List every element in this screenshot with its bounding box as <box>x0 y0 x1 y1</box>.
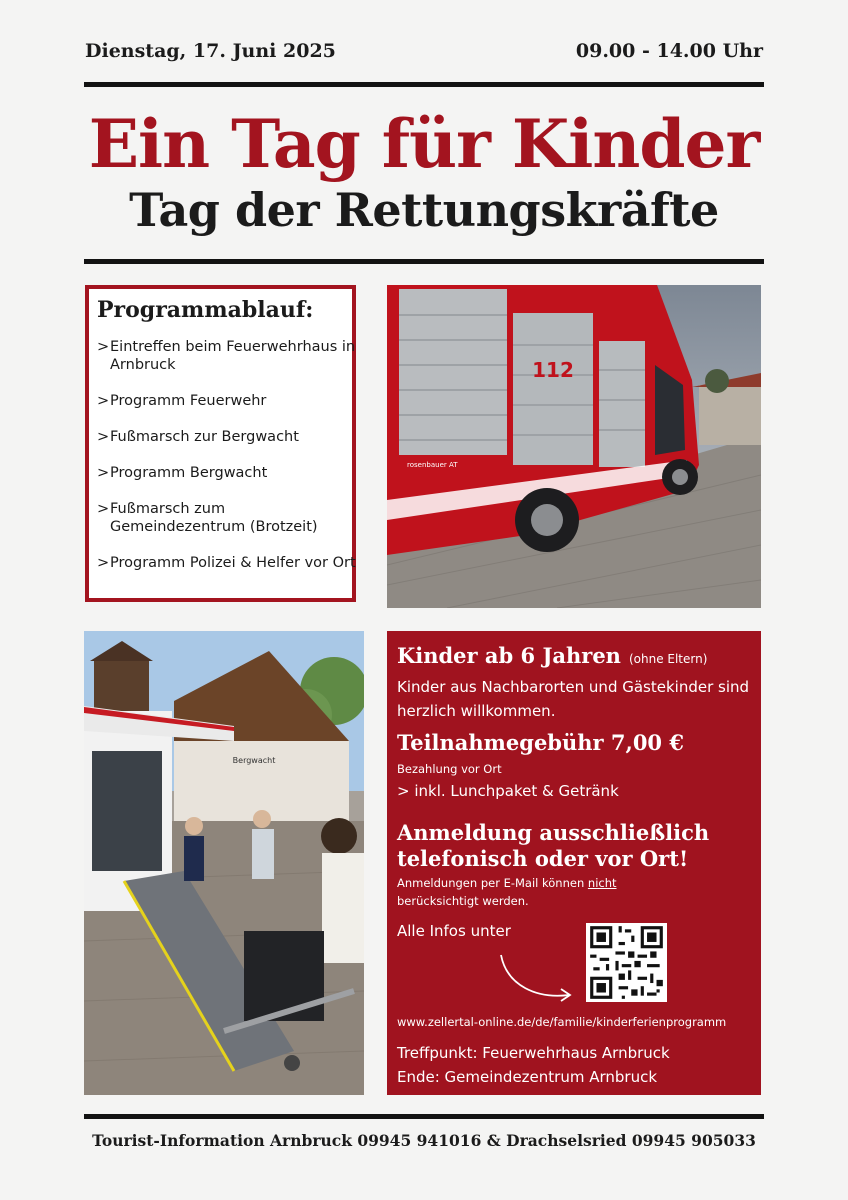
chevron-right-icon: > <box>97 501 110 517</box>
registration-note <box>397 874 657 910</box>
infos-label: Alle Infos unter <box>397 922 511 940</box>
registration-note-start: Anmeldungen per E-Mail können <box>397 876 588 890</box>
footer-contact: Tourist-Information Arnbruck 09945 941016 & Drachselsried 09945 905033 <box>92 1131 756 1150</box>
page-subtitle: Tag der Rettungskräfte <box>129 183 719 237</box>
program-item-text: Fußmarsch zum Gemeindezentrum (Brotzeit) <box>110 501 318 535</box>
end-point: Ende: Gemeindezentrum Arnbruck <box>397 1068 658 1086</box>
registration-note-end: berücksichtigt werden. <box>397 894 529 908</box>
chevron-right-icon: > <box>97 465 110 481</box>
truck-brand: rosenbauer AT <box>407 461 458 469</box>
meeting-point: Treffpunkt: Feuerwehrhaus Arnbruck <box>397 1044 670 1062</box>
program-item-text: Programm Bergwacht <box>110 465 268 481</box>
program-item <box>97 464 357 482</box>
chevron-right-icon: > <box>97 555 110 571</box>
chevron-right-icon: > <box>97 339 110 355</box>
page-title: Ein Tag für Kinder <box>88 105 760 183</box>
meeting-info <box>397 1041 670 1089</box>
age-heading: Kinder ab 6 Jahren <box>397 643 621 668</box>
fee-includes: > inkl. Lunchpaket & Getränk <box>397 782 619 800</box>
program-item <box>97 500 357 536</box>
program-item-text: Programm Polizei & Helfer vor Ort <box>110 555 356 571</box>
welcome-text: Kinder aus Nachbarorten und Gästekinder sind herzlich willkommen. <box>397 678 750 720</box>
age-note: (ohne Eltern) <box>628 652 708 666</box>
program-box <box>85 285 356 602</box>
top-divider <box>84 82 764 87</box>
fee-heading: Teilnahmegebühr 7,00 € <box>397 730 684 755</box>
registration-heading: Anmeldung ausschließlich telefonisch oder vor Ort! <box>397 820 710 871</box>
program-item-text: Eintreffen beim Feuerwehrhaus in Arnbruck <box>110 339 356 373</box>
program-list <box>97 338 357 590</box>
program-item-text: Fußmarsch zur Bergwacht <box>110 429 299 445</box>
registration-note-emphasis: nicht <box>587 876 617 890</box>
program-item-text: Programm Feuerwehr <box>110 393 267 409</box>
fee-note: Bezahlung vor Ort <box>397 762 502 776</box>
truck-number: 112 <box>532 358 574 382</box>
program-heading: Programmablauf: <box>97 297 314 323</box>
info-box <box>387 631 761 1095</box>
event-time: 09.00 - 14.00 Uhr <box>575 40 763 62</box>
chevron-right-icon: > <box>97 429 110 445</box>
age-line <box>397 643 707 668</box>
middle-divider <box>84 259 764 264</box>
building-sign: Bergwacht <box>232 756 276 765</box>
info-url[interactable]: www.zellertal-online.de/de/familie/kinderferienprogramm <box>397 1015 727 1029</box>
chevron-right-icon: > <box>97 393 110 409</box>
bottom-divider <box>84 1114 764 1119</box>
program-item <box>97 554 357 572</box>
fire-truck-photo <box>387 285 761 608</box>
ambulance-photo <box>84 631 364 1095</box>
event-date: Dienstag, 17. Juni 2025 <box>85 40 336 62</box>
curved-arrow-icon <box>497 951 577 1006</box>
program-item <box>97 392 357 410</box>
program-item <box>97 338 357 374</box>
qr-code[interactable] <box>586 923 667 1002</box>
program-item <box>97 428 357 446</box>
